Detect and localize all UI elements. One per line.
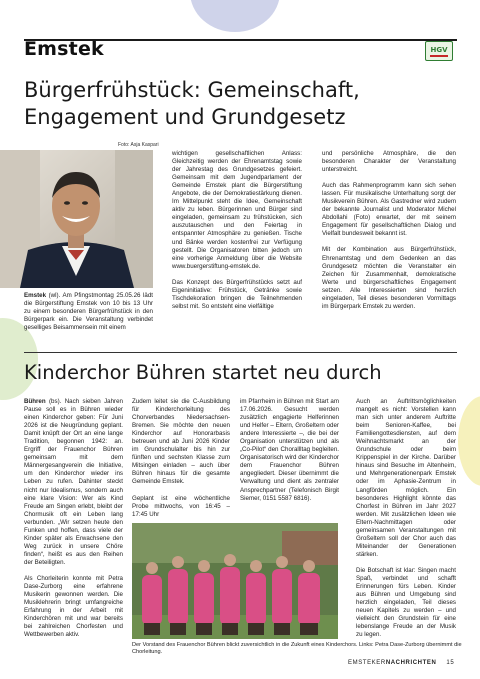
article2-paragraph: im Pfarrheim in Bühren mit Start am 17.06.2026. Gesucht werden zusätzlich engagierte Helferinnen und Helfer – Eltern, Großeltern oder andere Interessierte –, die bei der Organisation unterstützen und als „Co-Pilot“ den Chorallltag begleiten. Organisatorisch wird der Kinderchor dem Frauenchor Bühren angegliedert. Dieser übernimmt die Verwaltung und dient als zentraler Ansprechpartner (Telefonisch Birgit Siemer, 0151 5587 6816). xyxy=(240,398,339,502)
hgv-logo-bar xyxy=(430,55,448,57)
article-divider xyxy=(24,352,457,353)
article2-column-2 xyxy=(132,398,230,519)
article2-headline: Kinderchor Bühren startet neu durch xyxy=(24,361,382,384)
photo-credit: Foto: Asja Kaspari xyxy=(118,142,159,148)
article1-paragraph: Mit der Kombination aus Bürgerfrühstück, Ehrenamtstag und dem Gedenken an das Grundgesetz möchten die Veranstalter ein Zeichen für Zusammenhalt, demokratische Werte und bürgerschaftliches Engagement setzen. Alle Interessierten sind herzlich eingeladen, Teil dieses besonderen Vormittags im Bürgerpark Emstek zu werden. xyxy=(322,246,456,310)
article2-paragraph: Auch an Auftrittsmöglichkeiten mangelt es nicht: Vorstellen kann man sich unter anderem Auftritte beim Senioren-Kaffee, bei Familiengottesdiensten, auf dem Weihnachtsmarkt an der Grundschule oder beim Krippenspiel in der Kirche. Darüber hinaus sind Besuche im Altenheim, und Mehrgenerationenpark Emstek oder im Aphasie-Zentrum in Langförden möglich. Ein besonderes Highlight könnte das Chorfest in Bühren im Jahr 2027 werden. Mit zusätzlichen Ideen wie Eltern-Nachmittagen oder gemeinsamen Veranstaltungen mit Großeltern soll der Chor auch das Miteinander der Generationen stärken. xyxy=(356,398,456,558)
article1-paragraph: wichtigen gesellschaftlichen Anlass: Gleichzeitig werden der Ehrenamtstag sowie der Jahrestag des Grundgesetzes gefeiert. Gemeinsam mit dem Jugendparlament der Gemeinde Emstek plant die Bürgerstiftung Angebote, die der Demokratiestärkung dienen. Im Mittelpunkt steht die Idee, Gemeinschaft aktiv zu leben. Bürgerinnen und Bürger sind eingeladen, gemeinsam zu frühstücken, sich auszutauschen und den Feiertag in entspannter Atmosphäre zu genießen. Tische und Bänke werden kostenfrei zur Verfügung gestellt. Die Organisatoren bitten jedoch um eine vorherige Anmeldung über die Website www.buergerstiftung-emstek.de. xyxy=(172,150,302,270)
article2-column-4 xyxy=(356,398,456,639)
hgv-logo-text: HGV xyxy=(430,45,448,54)
page-number: 15 xyxy=(446,660,455,666)
article1-paragraph: und persönliche Atmosphäre, die den besonderen Charakter der Veranstaltung unterstreicht. xyxy=(322,150,456,174)
article2-paragraph: Als Chorleiterin konnte mit Petra Dase-Zurborg eine erfahrene Musikerin gewonnen werden. Die Musiklehrerin bringt umfangreiche Erfahrung in der Arbeit mit Kinderchören mit und war bereits bei zahlreichen Chorfesten und Wettbewerben aktiv. xyxy=(24,574,123,639)
portrait-photo xyxy=(0,150,153,288)
paragraph-gap xyxy=(322,174,456,182)
decorative-circle-right xyxy=(458,396,480,486)
paragraph-gap xyxy=(322,238,456,246)
article2-paragraph: Die Botschaft ist klar: Singen macht Spaß, verbindet und schafft Erinnerungen fürs Leben. Kinder aus Bühren und Umgebung sind herzlich eingeladen, Teil dieses neuen Kapitels zu werden – und vielleicht den Grundstein für eine lebenslange Freude an der Musik zu legen. xyxy=(356,566,456,639)
page-footer xyxy=(348,660,454,666)
article2-paragraph xyxy=(24,398,123,567)
paragraph-gap xyxy=(24,567,123,575)
paragraph-gap xyxy=(356,559,456,567)
paragraph-gap xyxy=(172,271,302,279)
article1-headline-line2: Engagement und Grundgesetz xyxy=(24,105,346,129)
article2-column-3 xyxy=(240,398,339,503)
section-title: Emstek xyxy=(24,38,104,60)
article1-dateline: Emstek xyxy=(24,292,47,299)
article1-column-2 xyxy=(172,150,302,311)
hgv-logo xyxy=(425,41,453,61)
article1-column-3 xyxy=(322,150,456,311)
decorative-circle-top xyxy=(190,0,280,32)
article1-column-1 xyxy=(24,292,153,332)
article2-column-1 xyxy=(24,398,123,639)
choir-group-photo xyxy=(132,523,338,639)
article1-paragraph: Auch das Rahmenprogramm kann sich sehen lassen. Für musikalische Unterhaltung sorgt der Musikverein Bühren. Als Gastredner wird zudem der bekannte Journalist und Moderator Michel Abdollahi (Foto) erwartet, der mit seinem Engagement für gesellschaftlichen Dialog und Vielfalt bundesweit bekannt ist. xyxy=(322,182,456,238)
footer-brand-bold: NACHRICHTEN xyxy=(385,660,437,666)
article1-paragraph xyxy=(24,292,153,332)
article2-paragraph: Zudem leitet sie die C-Ausbildung für Kinderchorleitung des Chorverbandes Niedersachsen-Bremen. Sie möchte den neuen Kinderchor auf Honorarbasis betreuen und ab Juni 2026 Kinder im Grundschulalter bis hin zur fünften und sechsten Klasse zum Mitsingen einladen – auch über Bühren hinaus für die gesamte Gemeinde Emstek. xyxy=(132,398,230,486)
paragraph-gap xyxy=(132,487,230,495)
article1-headline-line1: Bürgerfrühstück: Gemeinschaft, xyxy=(24,78,360,102)
footer-brand-light: EMSTEKER xyxy=(348,660,386,666)
article2-paragraph: Geplant ist eine wöchentliche Probe mittwochs, von 16:45 – 17:45 Uhr xyxy=(132,494,230,518)
article1-text: (wl). Am Pfingstmontag 25.05.26 lädt die Bürgerstiftung Emstek von 10 bis 13 Uhr zu einem besonderen Bürgerfrühstück in den Bürgerpark ein. Die Veranstaltung verbindet geselliges Beisammensein mit einem xyxy=(24,292,153,332)
article1-paragraph: Das Konzept des Bürgerfrühstücks setzt auf Eigeninitiative: Frühstück, Getränke sowie Tischdekoration bringen die Teilnehmenden selbst mit. So entsteht eine vielfältige xyxy=(172,278,302,310)
photo-caption: Der Vorstand des Frauenchor Bühren blickt zuversichtlich in die Zukunft eines Kinderchors. Links: Petra Dase-Zurborg übernimmt die Chorleitung. xyxy=(132,642,462,656)
article2-text: (bs). Nach sieben Jahren Pause soll es in Bühren wieder einen Kinderchor geben: Für Juni 2026 ist die Neugründung geplant. Damit knüpft der Ort an eine lange Tradition, begonnen 1942: an. Ergriff der Frauenchor Bühren gemeinsam mit dem Männergesangverein die Initiative, um den Kinderchor wieder ins Leben zu rufen. Dahinter steckt nicht nur Idealismus, sondern auch eine klare Vision: Wer als Kind Freude am Singen erlebt, bleibt der Chormusik oft ein Leben lang verbunden. „Wir setzen heute den Funken und hoffen, dass viele der Kinder später als Erwachsene den Weg zurück in unsere Chöre finden“, heißt es aus den Reihen der Beteiligten. xyxy=(24,398,123,566)
article2-dateline: Bühren xyxy=(24,398,46,405)
